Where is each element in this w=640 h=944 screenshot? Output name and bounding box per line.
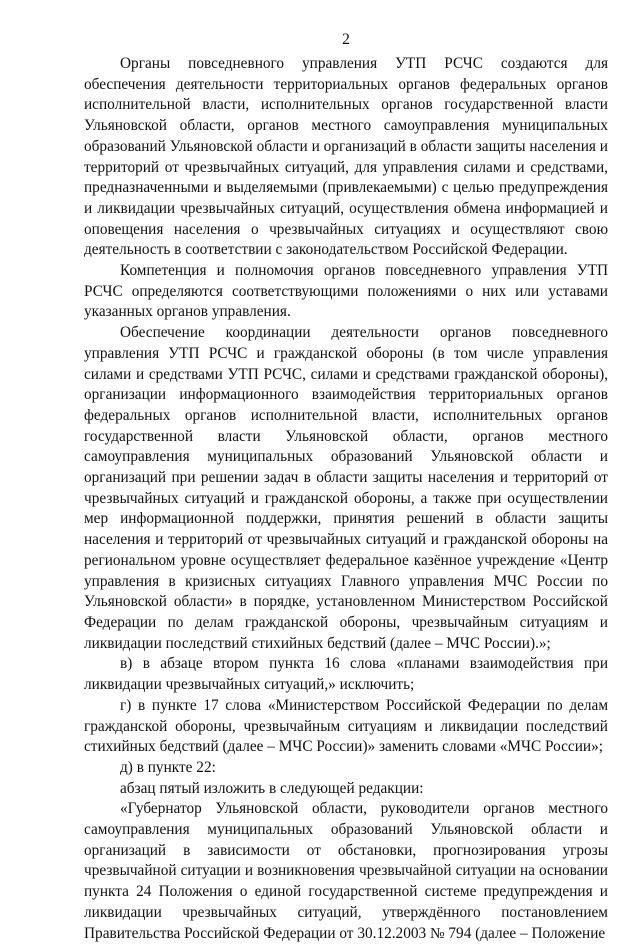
paragraph-competence: Компетенция и полномочия органов повседневного управления УТП РСЧС определяются соответствующими положениями о них или уставами указанных органов управления. [84,262,608,321]
paragraph-daily-management-bodies: Органы повседневного управления УТП РСЧС создаются для обеспечения деятельности территориальных органов федеральных органов исполнительной власти, исполнительных органов государственной власти Ульяновской области, органов местного самоуправления муниципальных образований Ульяновской области и организаций в области защиты населения и территорий от чрезвычайных ситуаций, для управления силами и средствами, предназначенными и выделяемыми (привлекаемыми) с целью предупреждения и ликвидации чрезвычайных ситуаций, осуществления обмена информацией и оповещения населения о чрезвычайных ситуациях и осуществляют свою деятельность в соответствии с законодательством Российской Федерации. [84,55,608,259]
page-number: 2 [342,31,350,48]
document-page [84,30,608,944]
paragraph-item-d: д) в пункте 22: [120,758,216,776]
paragraph-fifth-paragraph-note: абзац пятый изложить в следующей редакции: [120,779,424,797]
paragraph-item-g: г) в пункте 17 слова «Министерством Российской Федерации по делам гражданской обороны, чрезвычайным ситуациям и ликвидации последствий стихийных бедствий (далее – МЧС России)» заменить словами «МЧС России»; [84,696,608,756]
paragraph-governor: «Губернатор Ульяновской области, руководители органов местного самоуправления муниципальных образований Ульяновской области и организаций в зависимости от обстановки, прогнозирования угрозы чрезвычайной ситуации и возникновения чрезвычайной ситуации на основании пункта 24 Положения о единой государственной системе предупреждения и ликвидации чрезвычайных ситуаций, утверждённого постановлением Правительства Российской Федерации от 30.12.2003 № 794 (далее – Положение [84,800,608,942]
paragraph-coordination: Обеспечение координации деятельности органов повседневного управления УТП РСЧС и гражданской обороны (в том числе управления силами и средствами УТП РСЧС, силами и средствами гражданской обороны), организации информационного взаимодействия территориальных органов федеральных органов исполнительной власти, исполнительных органов государственной власти Ульяновской области, органов местного самоуправления муниципальных образований Ульяновской области и организаций при решении задач в области защиты населения и территорий от чрезвычайных ситуаций и гражданской обороны, а также при осуществлении мер информационной поддержки, принятия решений в области защиты населения и территорий от чрезвычайных ситуаций и гражданской обороны на региональном уровне осуществляет федеральное казённое учреждение «Центр управления в кризисных ситуациях Главного управления МЧС России по Ульяновской области» в порядке, установленном Министерством Российской Федерации по делам гражданской обороны, чрезвычайным ситуациям и ликвидации последствий стихийных бедствий (далее – МЧС России).»; [84,324,608,652]
paragraph-item-v: в) в абзаце втором пункта 16 слова «планами взаимодействия при ликвидации чрезвычайных ситуаций,» исключить; [84,655,608,694]
